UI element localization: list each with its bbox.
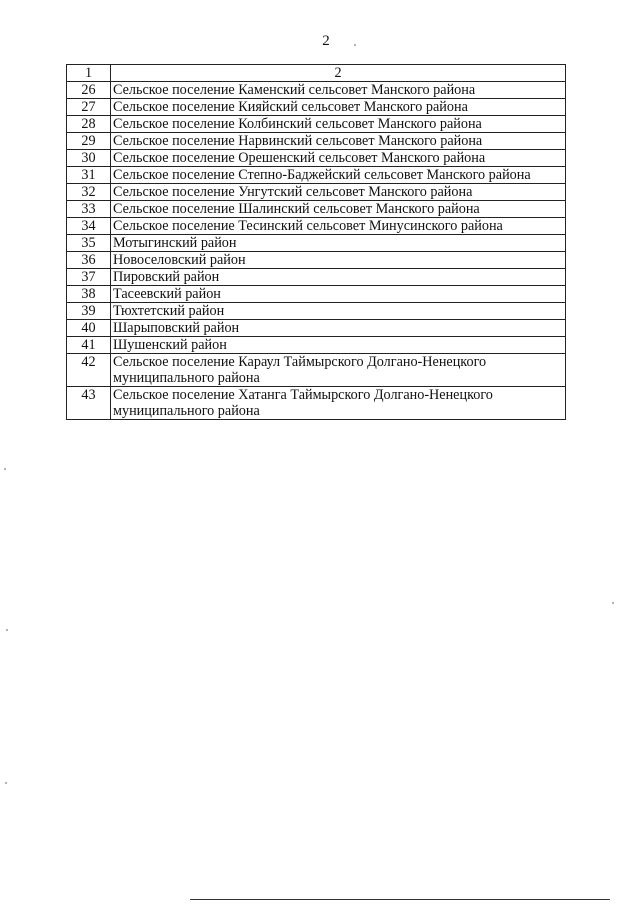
row-name: Сельское поселение Хатанга Таймырского Долгано-Ненецкого муниципального района — [111, 387, 566, 420]
row-number: 39 — [67, 303, 111, 320]
row-name: Сельское поселение Караул Таймырского Долгано-Ненецкого муниципального района — [111, 354, 566, 387]
row-name: Сельское поселение Шалинский сельсовет Манского района — [111, 201, 566, 218]
table-row — [67, 354, 566, 387]
row-name: Шушенский район — [111, 337, 566, 354]
table-row — [67, 337, 566, 354]
scan-speck — [5, 782, 7, 784]
scan-speck — [6, 629, 8, 631]
row-name: Сельское поселение Тесинский сельсовет Минусинского района — [111, 218, 566, 235]
table-row — [67, 387, 566, 420]
row-number: 32 — [67, 184, 111, 201]
row-name: Тюхтетский район — [111, 303, 566, 320]
row-number: 38 — [67, 286, 111, 303]
row-number: 31 — [67, 167, 111, 184]
table-body — [67, 82, 566, 420]
row-name: Сельское поселение Каменский сельсовет Манского района — [111, 82, 566, 99]
table-row — [67, 150, 566, 167]
row-number: 30 — [67, 150, 111, 167]
row-number: 33 — [67, 201, 111, 218]
row-number: 34 — [67, 218, 111, 235]
row-name: Новоселовский район — [111, 252, 566, 269]
table-row — [67, 303, 566, 320]
row-number: 28 — [67, 116, 111, 133]
table-row — [67, 99, 566, 116]
row-name: Сельское поселение Кияйский сельсовет Манского района — [111, 99, 566, 116]
table-row — [67, 252, 566, 269]
scan-speck — [4, 468, 6, 470]
row-name: Сельское поселение Унгутский сельсовет Манского района — [111, 184, 566, 201]
row-number: 37 — [67, 269, 111, 286]
column-header-number: 1 — [67, 65, 111, 82]
row-number: 43 — [67, 387, 111, 420]
table-row — [67, 116, 566, 133]
settlements-table — [66, 64, 566, 420]
table-header-row — [67, 65, 566, 82]
table-row — [67, 201, 566, 218]
row-number: 29 — [67, 133, 111, 150]
column-header-name: 2 — [111, 65, 566, 82]
row-number: 35 — [67, 235, 111, 252]
table-row — [67, 82, 566, 99]
row-number: 40 — [67, 320, 111, 337]
row-name: Шарыповский район — [111, 320, 566, 337]
row-number: 26 — [67, 82, 111, 99]
table-row — [67, 184, 566, 201]
row-name: Сельское поселение Нарвинский сельсовет Манского района — [111, 133, 566, 150]
row-name: Мотыгинский район — [111, 235, 566, 252]
table-row — [67, 218, 566, 235]
row-name: Сельское поселение Колбинский сельсовет Манского района — [111, 116, 566, 133]
bottom-rule — [190, 899, 610, 900]
page-number: 2 — [322, 33, 330, 49]
row-name: Тасеевский район — [111, 286, 566, 303]
table-row — [67, 133, 566, 150]
table-row — [67, 167, 566, 184]
row-number: 42 — [67, 354, 111, 387]
row-name: Сельское поселение Орешенский сельсовет Манского района — [111, 150, 566, 167]
table-row — [67, 235, 566, 252]
row-name: Сельское поселение Степно-Баджейский сельсовет Манского района — [111, 167, 566, 184]
row-number: 41 — [67, 337, 111, 354]
table-row — [67, 269, 566, 286]
row-name: Пировский район — [111, 269, 566, 286]
row-number: 27 — [67, 99, 111, 116]
table-row — [67, 286, 566, 303]
table-row — [67, 320, 566, 337]
scan-speck — [354, 44, 356, 46]
row-number: 36 — [67, 252, 111, 269]
scan-speck — [612, 602, 614, 604]
